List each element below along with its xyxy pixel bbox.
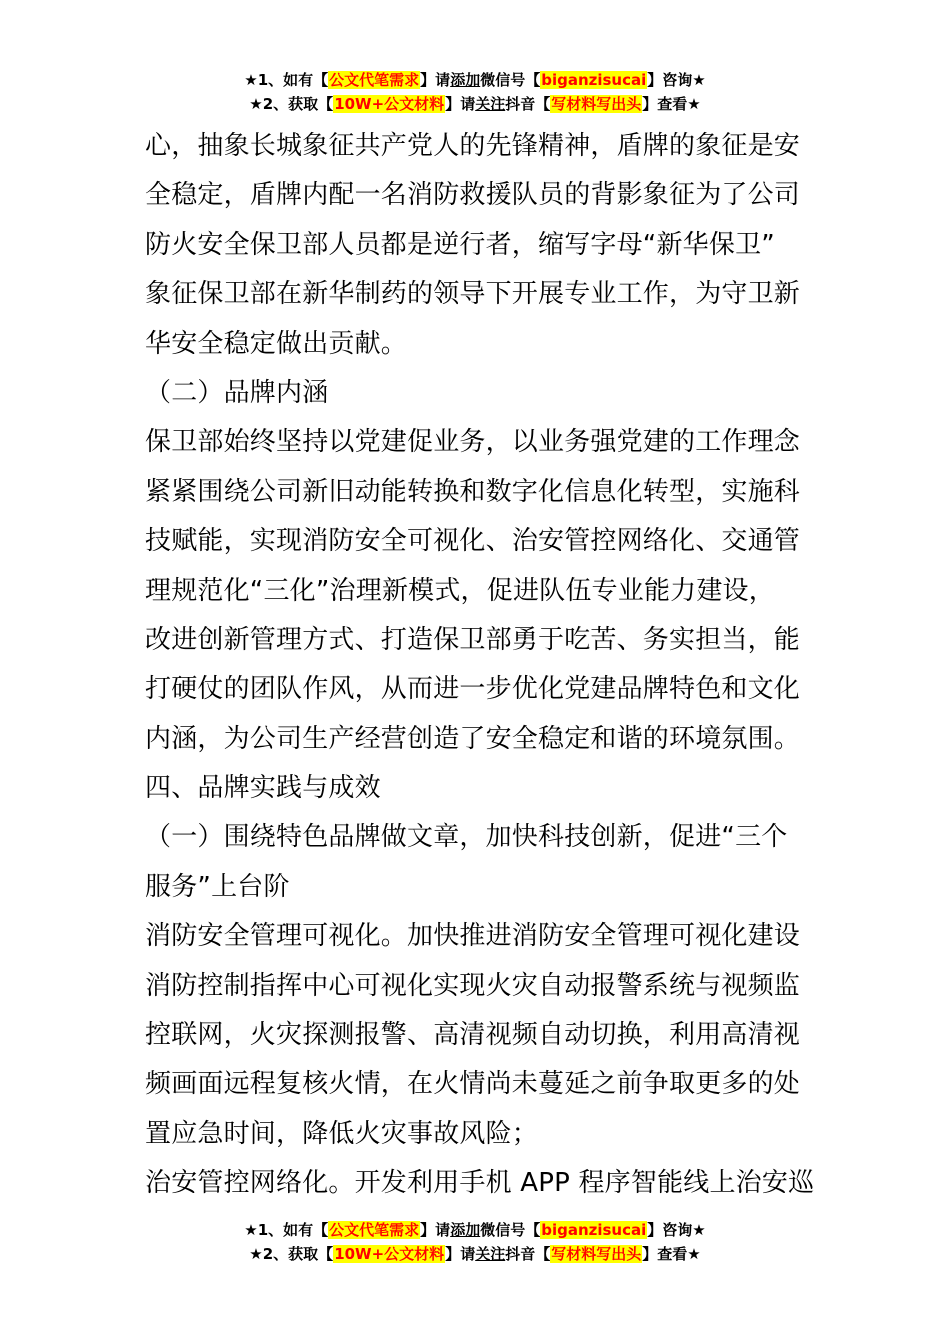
body-line: 消防安全管理可视化。加快推进消防安全管理可视化建设	[145, 921, 801, 952]
subsection-heading: 服务”上台阶	[145, 871, 290, 902]
highlight-service: 公文代笔需求	[329, 1221, 420, 1239]
body-line: 理规范化“三化”治理新模式，促进队伍专业能力建设，	[145, 575, 775, 606]
body-line: 华安全稳定做出贡献。	[145, 328, 408, 359]
body-line: 置应急时间，降低火灾事故风险；	[145, 1118, 539, 1149]
highlight-douyin-account: 写材料写出头	[551, 95, 642, 113]
body-line: 紧紧围绕公司新旧动能转换和数字化信息化转型，实施科	[145, 476, 801, 507]
body-line: 防火安全保卫部人员都是逆行者，缩写字母“新华保卫”	[145, 229, 775, 260]
header-banner	[0, 68, 950, 116]
highlight-materials: 10W+公文材料	[334, 1245, 445, 1263]
document-body	[145, 122, 815, 1209]
body-line: 象征保卫部在新华制药的领导下开展专业工作，为守卫新	[145, 279, 801, 310]
highlight-service: 公文代笔需求	[329, 71, 420, 89]
body-line: 消防控制指挥中心可视化实现火灾自动报警系统与视频监	[145, 970, 801, 1001]
body-line: 控联网，火灾探测报警、高清视频自动切换，利用高清视	[145, 1020, 801, 1051]
body-line: 内涵，为公司生产经营创造了安全稳定和谐的环境氛围。	[145, 723, 801, 754]
body-line: 打硬仗的团队作风，从而进一步优化党建品牌特色和文化	[145, 674, 801, 705]
body-line: 全稳定，盾牌内配一名消防救援队员的背影象征为了公司	[145, 180, 801, 211]
footer-banner	[0, 1218, 950, 1266]
body-line: 改进创新管理方式、打造保卫部勇于吃苦、务实担当，能	[145, 624, 801, 655]
highlight-douyin-account: 写材料写出头	[551, 1245, 642, 1263]
body-line: 心，抽象长城象征共产党人的先锋精神，盾牌的象征是安	[145, 131, 801, 161]
banner-line-2: ★2、获取【10W+公文材料】请关注抖音【写材料写出头】查看★	[249, 95, 701, 113]
body-line: 频画面远程复核火情，在火情尚未蔓延之前争取更多的处	[145, 1069, 801, 1100]
banner-line-1: ★1、如有【公文代笔需求】请添加微信号【biganzisucai】咨询★	[244, 71, 706, 89]
banner-line-2: ★2、获取【10W+公文材料】请关注抖音【写材料写出头】查看★	[249, 1245, 701, 1263]
section-heading: （二）品牌内涵	[145, 377, 329, 408]
highlight-materials: 10W+公文材料	[334, 95, 445, 113]
section-heading: 四、品牌实践与成效	[145, 773, 381, 804]
subsection-heading: （一）围绕特色品牌做文章，加快科技创新，促进“三个	[145, 822, 788, 853]
highlight-wechat-id: biganzisucai	[541, 71, 647, 89]
body-line: 治安管控网络化。开发利用手机 APP 程序智能线上治安巡	[145, 1168, 815, 1199]
highlight-wechat-id: biganzisucai	[541, 1221, 647, 1239]
body-line: 技赋能，实现消防安全可视化、治安管控网络化、交通管	[145, 526, 801, 557]
banner-line-1: ★1、如有【公文代笔需求】请添加微信号【biganzisucai】咨询★	[244, 1221, 706, 1239]
body-line: 保卫部始终坚持以党建促业务，以业务强党建的工作理念	[145, 427, 801, 458]
